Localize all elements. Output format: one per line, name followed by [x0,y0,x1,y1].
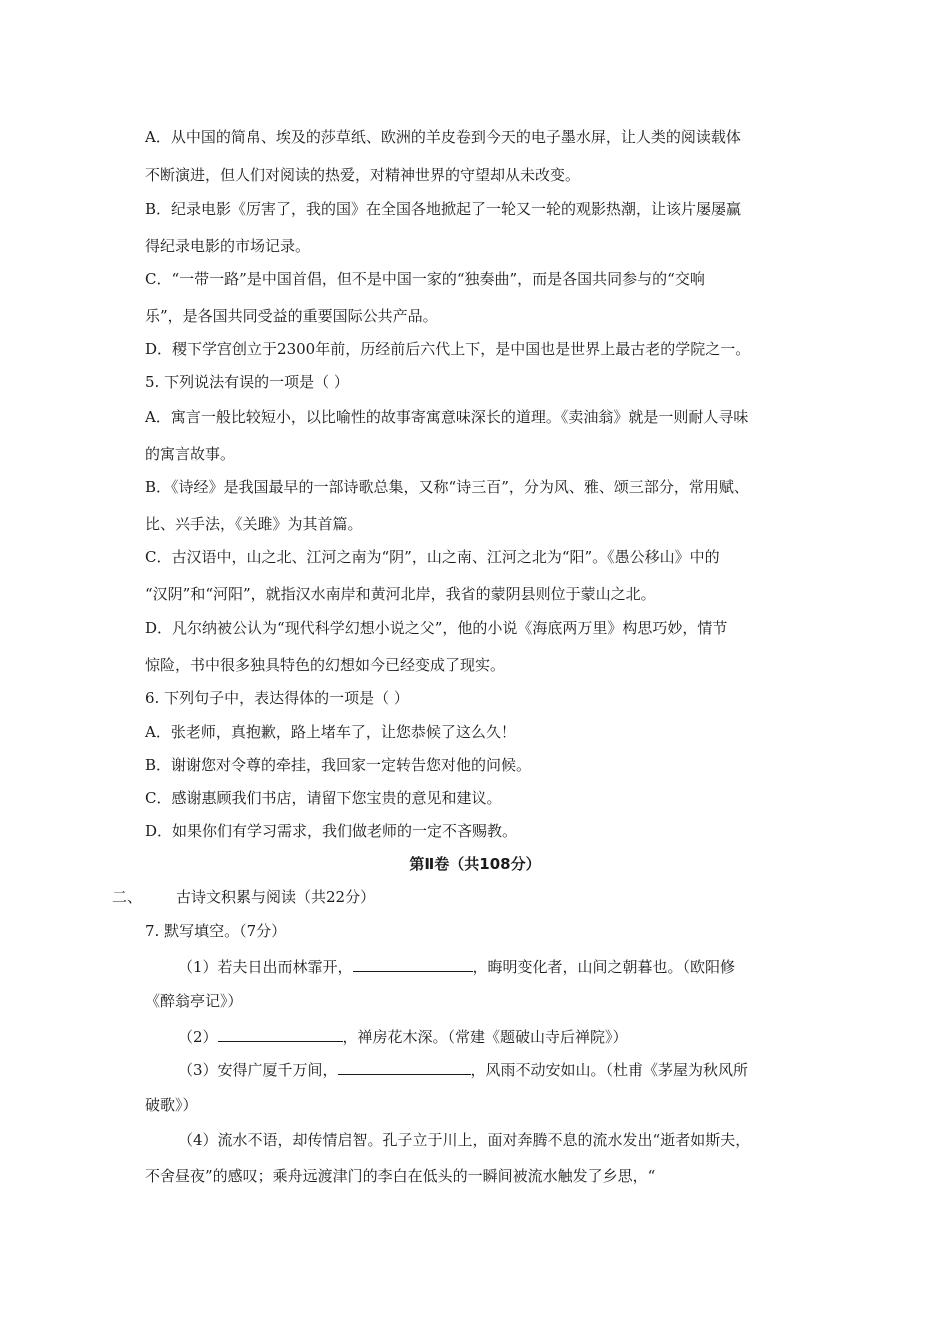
q7-s1-blank[interactable] [353,955,473,972]
q5-option-a-line2: 的寓言故事。 [145,445,236,463]
q7-s3-line2: 破歌》） [145,1096,198,1114]
q4-option-a-line1: A．从中国的简帛、埃及的莎草纸、欧洲的羊皮卷到今天的电子墨水屏，让人类的阅读载体 [145,128,741,146]
q5-option-b-line2: 比、兴手法，《关雎》为其首篇。 [145,515,363,533]
q7-s3-blank[interactable] [338,1058,471,1075]
q5-option-c-line1: C．古汉语中，山之北、江河之南为“阴”，山之南、江河之北为“阳”。《愚公移山》中的 [145,548,720,566]
q6-option-b: B．谢谢您对令尊的牵挂，我回家一定转告您对他的问候。 [145,756,532,774]
q5-option-d-line1: D．凡尔纳被公认为“现代科学幻想小说之父”，他的小说《海底两万里》构思巧妙，情节 [145,619,728,637]
section-2-title: 古诗文积累与阅读（共22分） [176,888,376,906]
q4-option-c-line1: C．“一带一路”是中国首倡，但不是中国一家的“独奏曲”，而是各国共同参与的“交响 [145,270,705,288]
section-2-number: 二、 [112,888,143,906]
q4-option-a-line2: 不断演进，但人们对阅读的热爱，对精神世界的守望却从未改变。 [145,166,581,184]
q7-sentence-1 [178,955,735,977]
q7-s1-before: （1）若夫日出而林霏开， [178,958,353,976]
q7-sentence-3 [178,1058,748,1080]
q7-s4-line1: （4）流水不语，却传情启智。孔子立于川上，面对奔腾不息的流水发出“逝者如斯夫， [178,1131,751,1149]
q4-option-b-line1: B．纪录电影《厉害了，我的国》在全国各地掀起了一轮又一轮的观影热潮，让该片屡屡赢 [145,200,742,218]
q7-stem: 7. 默写填空。（7分） [145,922,287,940]
q5-option-c-line2: “汉阴”和“河阳”，就指汉水南岸和黄河北岸，我省的蒙阴县则位于蒙山之北。 [145,585,656,603]
q6-stem: 6. 下列句子中，表达得体的一项是（ ） [145,689,409,707]
q7-s2-blank[interactable] [218,1025,343,1042]
q5-option-b-line1: B．《诗经》是我国最早的一部诗歌总集，又称“诗三百”，分为风、雅、颂三部分，常用赋、 [145,478,749,496]
part-2-title: 第Ⅱ卷（共108分） [409,855,541,873]
q6-option-a: A．张老师，真抱歉，路上堵车了，让您恭候了这么久！ [145,723,516,741]
q6-option-c: C．感谢惠顾我们书店，请留下您宝贵的意见和建议。 [145,789,502,807]
q5-stem: 5. 下列说法有误的一项是（ ） [145,373,349,391]
q7-s4-line2: 不舍昼夜”的感叹；乘舟远渡津门的李白在低头的一瞬间被流水触发了乡思，“ [145,1167,656,1185]
q7-s3-before: （3）安得广厦千万间， [178,1061,338,1079]
q7-s2-before: （2） [178,1028,218,1046]
q7-s1-after: ，晦明变化者，山间之朝暮也。（欧阳修 [472,958,736,976]
q7-s2-after: ，禅房花木深。（常建《题破山寺后禅院》） [342,1028,628,1046]
section-2-heading [112,887,375,907]
q4-option-c-line2: 乐”，是各国共同受益的重要国际公共产品。 [145,307,438,325]
q6-option-d: D．如果你们有学习需求，我们做老师的一定不吝赐教。 [145,822,518,840]
q5-option-d-line2: 惊险，书中很多独具特色的幻想如今已经变成了现实。 [145,656,506,674]
q7-sentence-2 [178,1025,628,1047]
q4-option-d: D．稷下学宫创立于2300年前，历经前后六代上下，是中国也是世界上最古老的学院之一。 [145,340,751,358]
q5-option-a-line1: A．寓言一般比较短小，以比喻性的故事寄寓意味深长的道理。《卖油翁》就是一则耐人寻味 [145,408,749,426]
q4-option-b-line2: 得纪录电影的市场记录。 [145,237,311,255]
q7-s1-line2: 《醉翁亭记》） [145,992,243,1010]
q7-s3-after: ，风雨不动安如山。（杜甫《茅屋为秋风所 [470,1061,749,1079]
